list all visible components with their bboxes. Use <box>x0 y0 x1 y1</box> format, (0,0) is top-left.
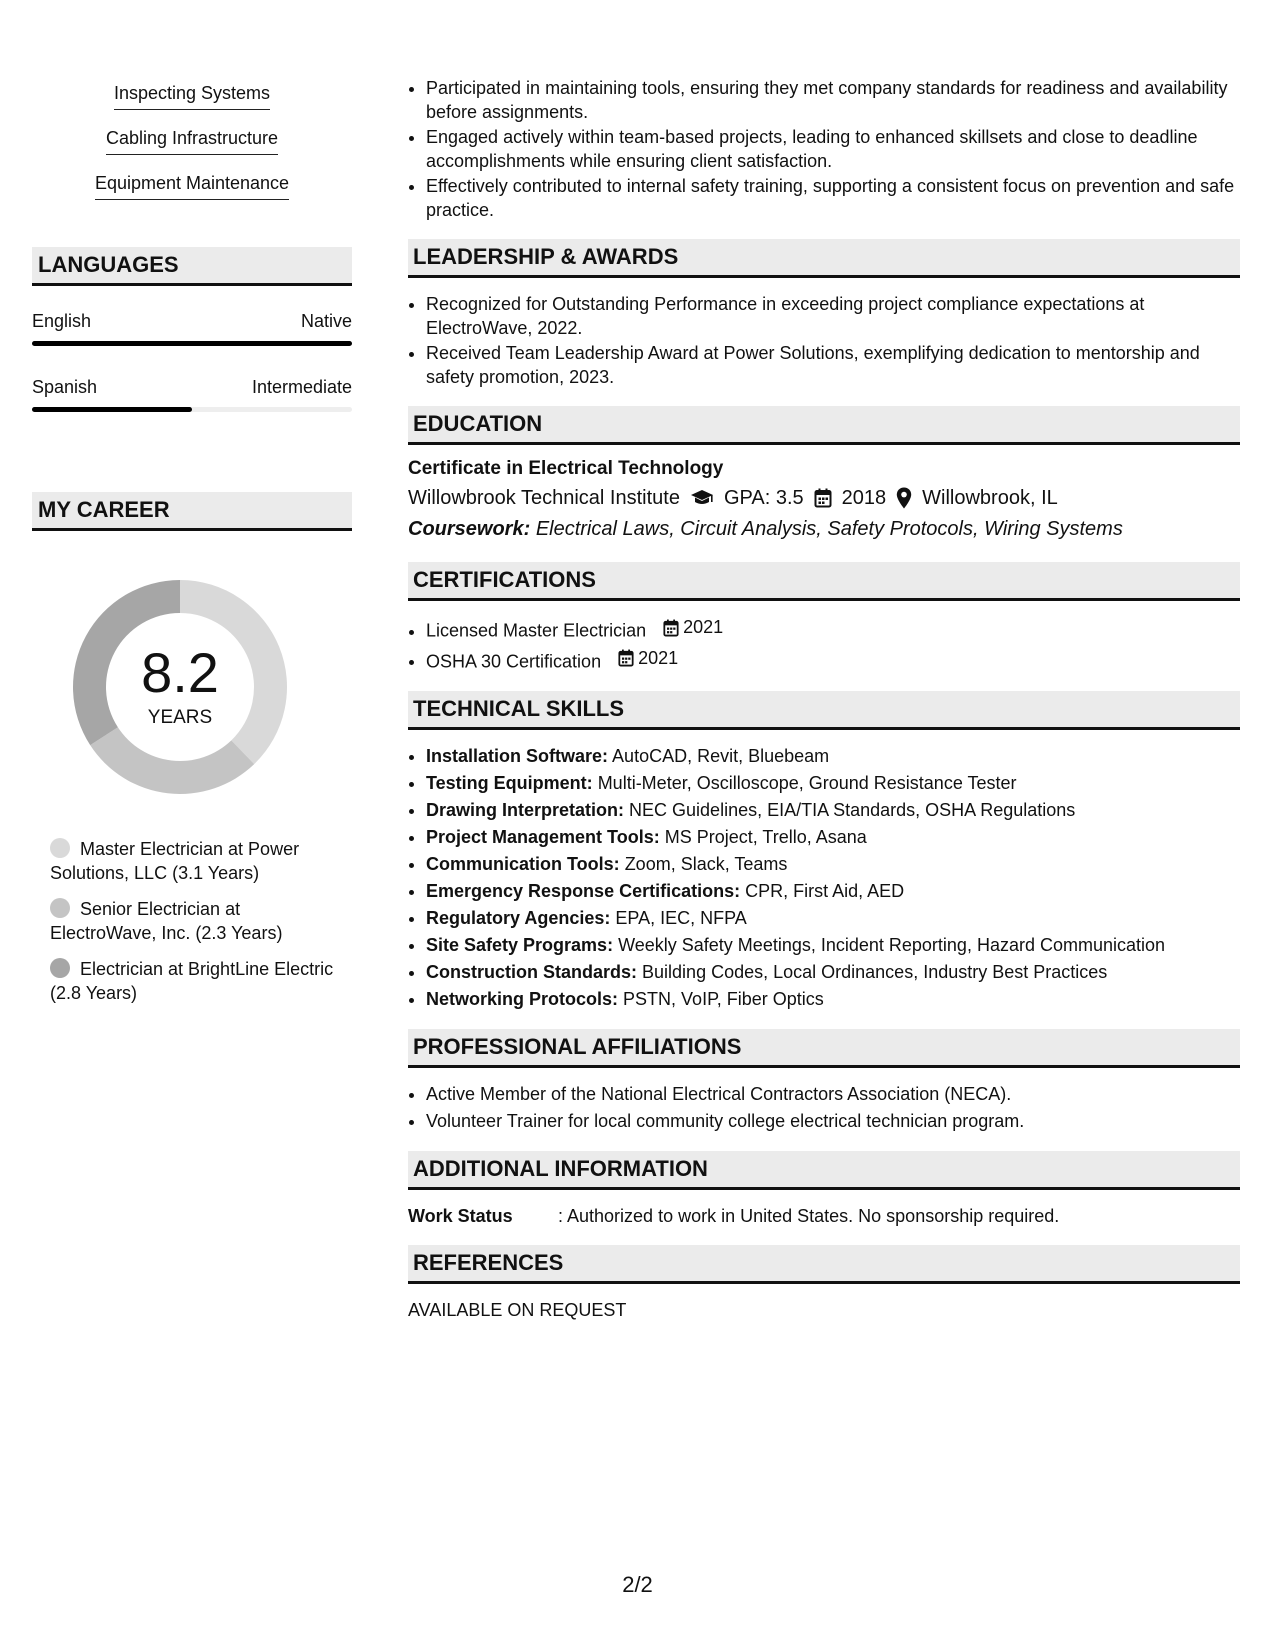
map-pin-icon <box>896 487 912 509</box>
calendar-icon <box>663 619 679 637</box>
coursework-list: Electrical Laws, Circuit Analysis, Safety Protocols, Wiring Systems <box>535 518 1123 540</box>
technical-skill-item <box>426 825 1240 850</box>
language-level: Native <box>300 311 352 331</box>
page-number: 2/2 <box>622 1572 653 1597</box>
languages-list <box>32 310 352 412</box>
career-heading: MY CAREER <box>32 492 352 531</box>
calendar-icon <box>814 488 832 508</box>
career-legend-item <box>50 837 340 885</box>
skill-label: Regulatory Agencies: <box>426 908 611 928</box>
technical-skill-item <box>426 744 1240 769</box>
skill-value: Weekly Safety Meetings, Incident Reporting, Hazard Communication <box>618 935 1166 955</box>
skill-label: Networking Protocols: <box>426 989 619 1009</box>
skill-label: Testing Equipment: <box>426 773 593 793</box>
education-location: Willowbrook, IL <box>922 487 1058 509</box>
language-bar-fill <box>32 341 352 346</box>
legend-label: Master Electrician at Power Solutions, LLC (3.1 Years) <box>50 839 300 883</box>
experience-bullet: • Effectively contributed to internal safety training, supporting a consistent focus on prevention and safe practice. <box>426 174 1240 222</box>
skill-value: CPR, First Aid, AED <box>745 881 905 901</box>
certifications-list <box>408 615 1240 674</box>
skill-label: Site Safety Programs: <box>426 935 614 955</box>
language-item <box>32 376 352 412</box>
legend-dot <box>50 838 70 858</box>
technical-skill-item <box>426 960 1240 985</box>
work-status-row <box>408 1204 1240 1228</box>
career-total-unit: YEARS <box>147 707 213 728</box>
career-legend <box>50 837 340 1005</box>
skill-value: Zoom, Slack, Teams <box>624 854 788 874</box>
certification-year: 2021 <box>683 617 724 637</box>
graduation-cap-icon <box>690 489 714 507</box>
certification-name: Licensed Master Electrician <box>426 620 647 641</box>
experience-bullet: • Engaged actively within team-based projects, leading to enhanced skillsets and close to deadline accomplishments while ensuring client satisfaction. <box>426 125 1240 173</box>
leadership-list <box>408 292 1240 389</box>
skill-value: PSTN, VoIP, Fiber Optics <box>623 989 824 1009</box>
skill-tags <box>32 80 352 215</box>
technical-skill-item <box>426 933 1240 958</box>
references-text: AVAILABLE ON REQUEST <box>408 1300 627 1320</box>
language-level: Intermediate <box>251 377 352 397</box>
work-status-label: Work Status <box>408 1206 513 1226</box>
skill-label: Project Management Tools: <box>426 827 660 847</box>
skill-label: Construction Standards: <box>426 962 638 982</box>
skill-label: Installation Software: <box>426 746 609 766</box>
coursework-label: Coursework: <box>408 518 531 540</box>
affiliations-heading: PROFESSIONAL AFFILIATIONS <box>408 1029 1240 1068</box>
work-status-value: : Authorized to work in United States. No sponsorship required. <box>558 1206 1060 1226</box>
technical-skill-item <box>426 987 1240 1012</box>
education-meta <box>408 483 1240 513</box>
skill-value: EPA, IEC, NFPA <box>615 908 747 928</box>
technical-skill-item <box>426 771 1240 796</box>
affiliations-list <box>408 1082 1240 1134</box>
technical-skills-heading: TECHNICAL SKILLS <box>408 691 1240 730</box>
legend-dot <box>50 958 70 978</box>
education-year: 2018 <box>841 487 887 509</box>
language-name: English <box>32 311 92 331</box>
technical-skills-list <box>408 744 1240 1012</box>
leadership-item: • Received Team Leadership Award at Power Solutions, exemplifying dedication to mentorship and safety promotion, 2023. <box>426 341 1240 389</box>
education-school: Willowbrook Technical Institute <box>408 487 680 509</box>
education-coursework <box>408 513 1240 545</box>
technical-skill-item <box>426 879 1240 904</box>
technical-skill-item <box>426 798 1240 823</box>
skill-value: AutoCAD, Revit, Bluebeam <box>612 746 830 766</box>
language-bar <box>32 341 352 346</box>
technical-skill-item <box>426 906 1240 931</box>
technical-skill-item <box>426 852 1240 877</box>
certification-year: 2021 <box>638 647 679 668</box>
skill-tag: Cabling Infrastructure <box>106 125 278 155</box>
languages-heading: LANGUAGES <box>32 247 352 286</box>
affiliation-item: • Active Member of the National Electrical Contractors Association (NECA). <box>426 1082 1240 1107</box>
skill-label: Communication Tools: <box>426 854 620 874</box>
legend-dot <box>50 898 70 918</box>
main-content <box>408 76 1240 1322</box>
career-legend-item <box>50 957 340 1005</box>
certifications-heading: CERTIFICATIONS <box>408 562 1240 601</box>
calendar-icon <box>618 649 634 667</box>
skill-label: Drawing Interpretation: <box>426 800 625 820</box>
skill-tag: Inspecting Systems <box>114 80 270 110</box>
career-donut-chart <box>64 571 296 803</box>
certification-item <box>426 615 1240 644</box>
leadership-heading: LEADERSHIP & AWARDS <box>408 239 1240 278</box>
career-total-years: 8.2 <box>141 641 219 704</box>
language-bar <box>32 407 352 412</box>
references-heading: REFERENCES <box>408 1245 1240 1284</box>
language-bar-fill <box>32 407 192 412</box>
career-legend-item <box>50 897 340 945</box>
skill-tag: Equipment Maintenance <box>95 170 289 200</box>
certification-item <box>426 646 1240 675</box>
leadership-item: • Recognized for Outstanding Performance in exceeding project compliance expectations at ElectroWave, 2022. <box>426 292 1240 340</box>
legend-label: Electrician at BrightLine Electric (2.8 Years) <box>50 959 334 1003</box>
skill-value: Multi-Meter, Oscilloscope, Ground Resistance Tester <box>597 773 1017 793</box>
skill-value: MS Project, Trello, Asana <box>664 827 867 847</box>
experience-bullets <box>408 76 1240 222</box>
additional-info-heading: ADDITIONAL INFORMATION <box>408 1151 1240 1190</box>
education-entry <box>408 455 1240 545</box>
legend-label: Senior Electrician at ElectroWave, Inc. (2.3 Years) <box>50 899 283 943</box>
experience-bullet: • Participated in maintaining tools, ensuring they met company standards for readiness and availability before assignments. <box>426 76 1240 124</box>
affiliation-item: • Volunteer Trainer for local community college electrical technician program. <box>426 1109 1240 1134</box>
language-name: Spanish <box>32 377 98 397</box>
education-heading: EDUCATION <box>408 406 1240 445</box>
skill-label: Emergency Response Certifications: <box>426 881 741 901</box>
skill-value: NEC Guidelines, EIA/TIA Standards, OSHA Regulations <box>629 800 1076 820</box>
skill-value: Building Codes, Local Ordinances, Industry Best Practices <box>642 962 1108 982</box>
education-gpa: GPA: 3.5 <box>723 487 804 509</box>
education-degree: Certificate in Electrical Technology <box>408 458 724 479</box>
language-item <box>32 310 352 346</box>
sidebar <box>32 80 352 1017</box>
certification-name: OSHA 30 Certification <box>426 651 602 671</box>
